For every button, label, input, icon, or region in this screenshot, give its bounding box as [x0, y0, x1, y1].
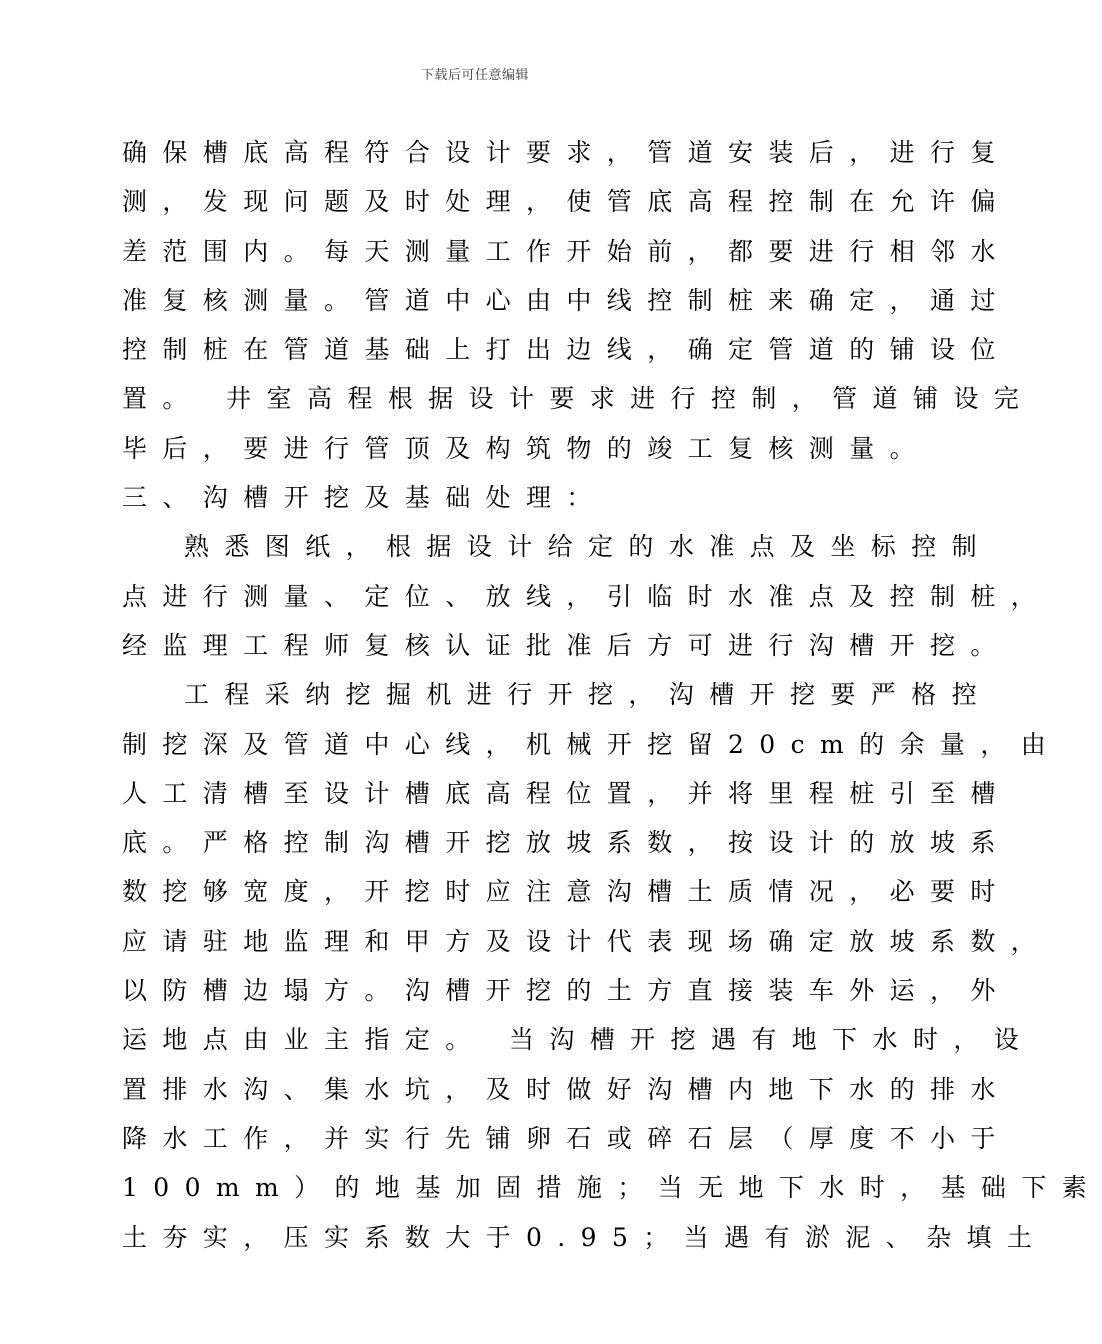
text-line: 100mm）的地基加固措施；当无地下水时，基础下素: [122, 1173, 1102, 1203]
paragraph-start-line: 熟悉图纸，根据设计给定的水准点及坐标控制: [184, 532, 993, 562]
text-line: 数挖够宽度，开挖时应注意沟槽土质情况，必要时: [122, 877, 1011, 907]
text-line: 以防槽边塌方。沟槽开挖的土方直接装车外运，外: [122, 976, 1011, 1006]
text-line: 运地点由业主指定。 当沟槽开挖遇有地下水时，设: [122, 1025, 1035, 1055]
text-line: 置。 井室高程根据设计要求进行控制，管道铺设完: [122, 384, 1035, 414]
text-line: 土夯实，压实系数大于0.95；当遇有淤泥、杂填土: [122, 1222, 1048, 1252]
text-line: 测，发现问题及时处理，使管底高程控制在允许偏: [122, 187, 1011, 217]
paragraph-start-line: 工程采纳挖掘机进行开挖，沟槽开挖要严格控: [184, 680, 993, 710]
text-line: 制挖深及管道中心线，机械开挖留20cm的余量，由: [122, 729, 1062, 759]
text-line: 经监理工程师复核认证批准后方可进行沟槽开挖。: [122, 630, 1011, 660]
text-line: 应请驻地监理和甲方及设计代表现场确定放坡系数，: [122, 926, 1052, 956]
text-line: 底。严格控制沟槽开挖放坡系数，按设计的放坡系: [122, 828, 1011, 858]
text-line: 人工清槽至设计槽底高程位置，并将里程桩引至槽: [122, 778, 1011, 808]
page-header: 下载后可任意编辑: [420, 68, 529, 83]
text-line: 点进行测量、定位、放线，引临时水准点及控制桩，: [122, 581, 1052, 611]
text-line: 降水工作，并实行先铺卵石或碎石层（厚度不小于: [122, 1123, 1011, 1153]
text-line: 准复核测量。管道中心由中线控制桩来确定，通过: [122, 285, 1011, 315]
section-heading: 三、沟槽开挖及基础处理：: [122, 483, 607, 513]
text-line: 置排水沟、集水坑，及时做好沟槽内地下水的排水: [122, 1074, 1011, 1104]
text-line: 控制桩在管道基础上打出边线，确定管道的铺设位: [122, 335, 1011, 365]
text-line: 确保槽底高程符合设计要求，管道安装后，进行复: [122, 138, 1011, 167]
text-line: 毕后，要进行管顶及构筑物的竣工复核测量。: [122, 433, 931, 463]
document-body: [122, 128, 1102, 1262]
text-line: 差范围内。每天测量工作开始前，都要进行相邻水: [122, 236, 1011, 266]
